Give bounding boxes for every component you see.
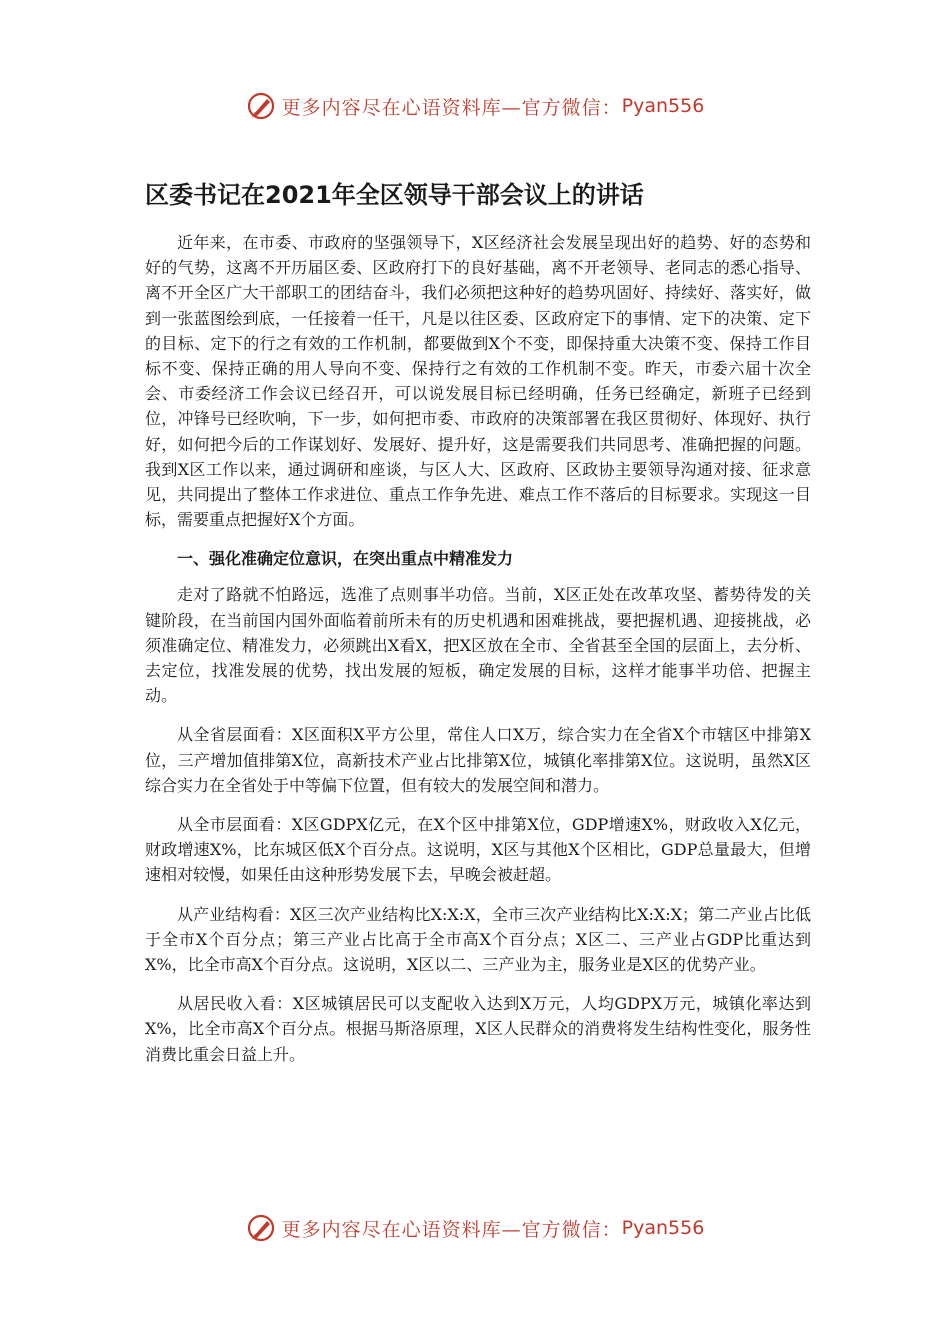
pen-logo-icon [246, 1213, 276, 1243]
section-heading: 一、强化准确定位意识，在突出重点中精准发力 [177, 549, 514, 569]
watermark-footer [0, 1208, 950, 1248]
watermark-wechat-id: Pyan556 [621, 95, 705, 117]
watermark-text: 更多内容尽在心语资料库—官方微信： [281, 96, 622, 119]
section-paragraph-2: 从全省层面看：X区面积X平方公里，常住人口X万，综合实力在全省X个市辖区中排第X位，三产增加值排第X位，高新技术产业占比排第X位，城镇化率排第X位。这说明，虽然X区综合实力在全省处于中等偏下位置，但有较大的发展空间和潜力。 [145, 725, 811, 795]
section-paragraph-1: 走对了路就不怕路远，选准了点则事半功倍。当前，X区正处在改革攻坚、蓄势待发的关键阶段，在当前国内国外面临着前所未有的历史机遇和困难挑战，要把握机遇、迎接挑战，必须准确定位、精准发力，必须跳出X看X，把X区放在全市、全省甚至全国的层面上，去分析、去定位，找准发展的优势，找出发展的短板，确定发展的目标，这样才能事半功倍、把握主动。 [145, 585, 811, 706]
intro-paragraph: 近年来，在市委、市政府的坚强领导下，X区经济社会发展呈现出好的趋势、好的态势和好的气势，这离不开历届区委、区政府打下的良好基础，离不开老领导、老同志的悉心指导、离不开全区广大干部职工的团结奋斗，我们必须把这种好的趋势巩固好、持续好、落实好，做到一张蓝图绘到底，一任接着一任干，凡是以往区委、区政府定下的事情、定下的决策、定下的目标、定下的行之有效的工作机制，都要做到X个不变，即保持重大决策不变、保持工作目标不变、保持正确的用人导向不变、保持行之有效的工作机制不变。昨天，市委六届十次全会、市委经济工作会议已经召开，可以说发展目标已经明确，任务已经确定，新班子已经到位，冲锋号已经吹响，下一步，如何把市委、市政府的决策部署在我区贯彻好、体现好、执行好，如何把今后的工作谋划好、发展好、提升好，这是需要我们共同思考、准确把握的问题。我到X区工作以来，通过调研和座谈，与区人大、区政府、区政协主要领导沟通对接、征求意见，共同提出了整体工作求进位、重点工作争先进、难点工作不落后的目标要求。实现这一目标，需要重点把握好X个方面。 [145, 233, 811, 530]
document-title: 区委书记在2021年全区领导干部会议上的讲话 [145, 181, 644, 209]
pen-logo-icon [246, 91, 276, 121]
document-body [145, 230, 811, 1081]
section-paragraph-4: 从产业结构看：X区三次产业结构比X:X:X，全市三次产业结构比X:X:X；第二产业占比低于全市X个百分点；第三产业占比高于全市高X个百分点；X区二、三产业占GDP比重达到X%，比全市高X个百分点。这说明，X区以二、三产业为主，服务业是X区的优势产业。 [145, 904, 811, 975]
watermark-text: 更多内容尽在心语资料库—官方微信： [281, 1218, 622, 1241]
watermark-header [0, 86, 950, 126]
watermark-wechat-id: Pyan556 [621, 1217, 705, 1239]
section-paragraph-5: 从居民收入看：X区城镇居民可以支配收入达到X万元，人均GDPX万元，城镇化率达到X%，比全市高X个百分点。根据马斯洛原理，X区人民群众的消费将发生结构性变化，服务性消费比重会日益上升。 [145, 994, 811, 1064]
section-paragraph-3: 从全市层面看：X区GDPX亿元，在X个区中排第X位，GDP增速X%，财政收入X亿元，财政增速X%，比东城区低X个百分点。这说明，X区与其他X个区相比，GDP总量最大，但增速相对较慢，如果任由这种形势发展下去，早晚会被赶超。 [145, 815, 811, 885]
